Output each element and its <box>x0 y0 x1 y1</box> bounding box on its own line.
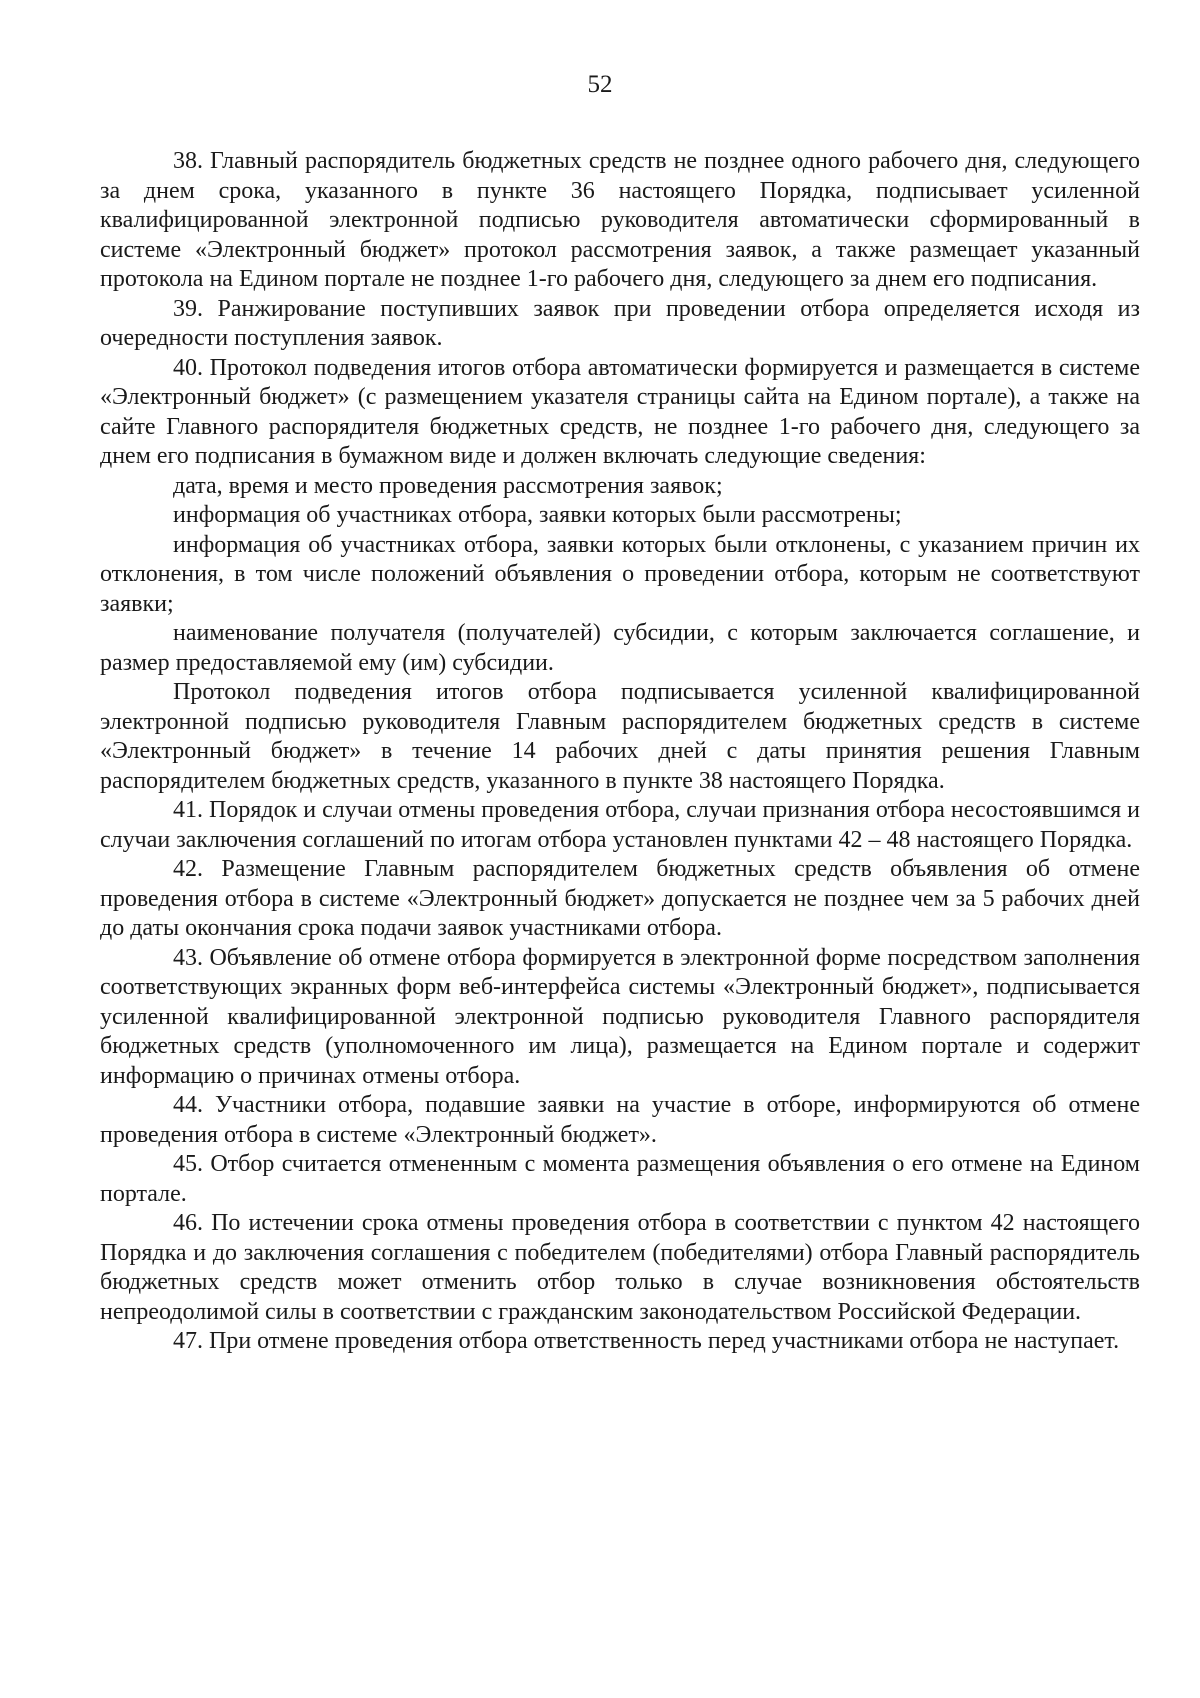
paragraph-protocol-signing: Протокол подведения итогов отбора подписывается усиленной квалифицированной электронной подписью руководителя Главным распорядителем бюджетных средств в системе «Электронный бюджет» в течение 14 рабочих дней с даты принятия решения Главным распорядителем бюджетных средств, указанного в пункте 38 настоящего Порядка. <box>100 679 1140 794</box>
list-item-recipient-name: наименование получателя (получателей) субсидии, с которым заключается соглашение, и размер предоставляемой ему (им) субсидии. <box>100 620 1140 676</box>
list-item-rejected-participants: информация об участниках отбора, заявки которых были отклонены, с указанием причин их отклонения, в том числе положений объявления о проведении отбора, которым не соответствуют заявки; <box>100 531 1140 617</box>
document-body <box>100 147 1140 1357</box>
paragraph-45: 45. Отбор считается отмененным с момента размещения объявления о его отмене на Едином портале. <box>100 1151 1140 1207</box>
paragraph-43: 43. Объявление об отмене отбора формируется в электронной форме посредством заполнения соответствующих экранных форм веб-интерфейса системы «Электронный бюджет», подписывается усиленной квалифицированной электронной подписью руководителя Главного распорядителя бюджетных средств (уполномоченного им лица), размещается на Едином портале и содержит информацию о причинах отмены отбора. <box>100 944 1140 1089</box>
paragraph-38: 38. Главный распорядитель бюджетных средств не позднее одного рабочего дня, следующего за днем срока, указанного в пункте 36 настоящего Порядка, подписывает усиленной квалифицированной электронной подписью руководителя автоматически сформированный в системе «Электронный бюджет» протокол рассмотрения заявок, а также размещает указанный протокола на Едином портале не позднее 1-го рабочего дня, следующего за днем его подписания. <box>100 148 1140 292</box>
paragraph-41: 41. Порядок и случаи отмены проведения отбора, случаи признания отбора несостоявшимся и случаи заключения соглашений по итогам отбора установлен пунктами 42 – 48 настоящего Порядка. <box>100 797 1141 853</box>
page-number: 52 <box>587 71 613 98</box>
list-item-date-time-place: дата, время и место проведения рассмотрения заявок; <box>173 472 723 499</box>
paragraph-44: 44. Участники отбора, подавшие заявки на участие в отборе, информируются об отмене проведения отбора в системе «Электронный бюджет». <box>100 1092 1140 1148</box>
paragraph-46: 46. По истечении срока отмены проведения отбора в соответствии с пунктом 42 настоящего Порядка и до заключения соглашения с победителем (победителями) отбора Главный распорядитель бюджетных средств может отменить отбор только в случае возникновения обстоятельств непреодолимой силы в соответствии с гражданским законодательством Российской Федерации. <box>100 1210 1140 1325</box>
paragraph-42: 42. Размещение Главным распорядителем бюджетных средств объявления об отмене проведения отбора в системе «Электронный бюджет» допускается не позднее чем за 5 рабочих дней до даты окончания срока подачи заявок участниками отбора. <box>100 856 1140 941</box>
paragraph-40: 40. Протокол подведения итогов отбора автоматически формируется и размещается в системе «Электронный бюджет» (с размещением указателя страницы сайта на Едином портале), а также на сайте Главного распорядителя бюджетных средств, не позднее 1-го рабочего дня, следующего за днем его подписания в бумажном виде и должен включать следующие сведения: <box>100 354 1140 469</box>
paragraph-39: 39. Ранжирование поступивших заявок при проведении отбора определяется исходя из очередности поступления заявок. <box>100 295 1140 351</box>
paragraph-47: 47. При отмене проведения отбора ответственность перед участниками отбора не наступает. <box>173 1328 1120 1354</box>
list-item-reviewed-participants: информация об участниках отбора, заявки которых были рассмотрены; <box>173 502 902 528</box>
